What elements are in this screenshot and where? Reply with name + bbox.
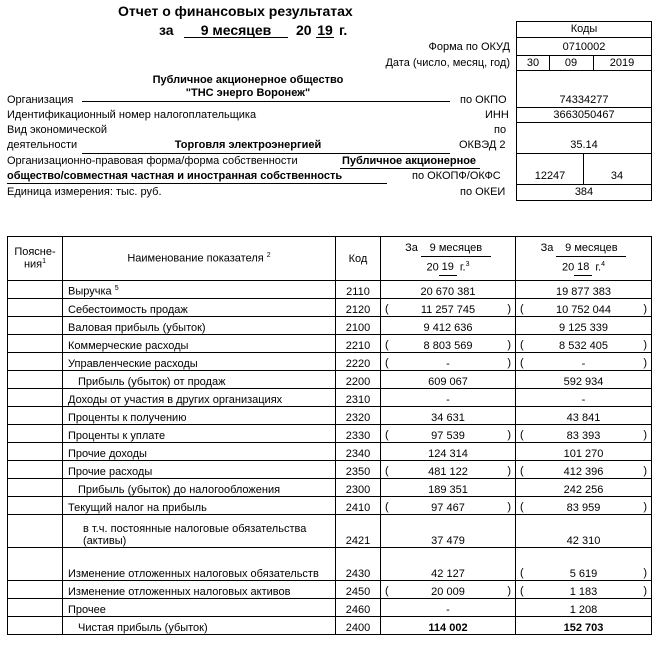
row-name: Прочие доходы — [63, 443, 336, 461]
row-name: Текущий налог на прибыль — [63, 497, 336, 515]
row-value-current: ( ) 20 009 — [381, 581, 516, 599]
row-code: 2110 — [336, 281, 381, 299]
inn-label: Идентификационный номер налогоплательщика — [7, 109, 257, 121]
row-note — [8, 515, 63, 548]
table-row — [8, 581, 652, 599]
row-code: 2310 — [336, 389, 381, 407]
row-value-current: 9 412 636 — [381, 317, 516, 335]
row-value-previous: ( ) 83 959 — [516, 497, 652, 515]
row-code: 2220 — [336, 353, 381, 371]
row-name: Коммерческие расходы — [63, 335, 336, 353]
row-code: 2421 — [336, 515, 381, 548]
row-value-current: - — [381, 599, 516, 617]
activity-label-1: Вид экономической — [7, 124, 108, 136]
row-name: Себестоимость продаж — [63, 299, 336, 317]
table-row — [8, 389, 652, 407]
row-code: 2350 — [336, 461, 381, 479]
row-note — [8, 407, 63, 425]
row-name: Выручка $^5$ — [63, 281, 336, 299]
opf-value-2: общество/совместная частная и иностранная собственность — [7, 170, 343, 182]
okpo-label: по ОКПО — [460, 94, 507, 106]
inn-value: 3663050467 — [553, 109, 615, 121]
row-code: 2100 — [336, 317, 381, 335]
row-value-previous: 43 841 — [516, 407, 652, 425]
row-value-current: 189 351 — [381, 479, 516, 497]
row-value-current: ( ) 97 539 — [381, 425, 516, 443]
row-name: Проценты к получению — [63, 407, 336, 425]
activity-value: Торговля электроэнергией — [174, 139, 322, 151]
col-code-header: Код — [336, 237, 381, 281]
row-value-previous: 42 310 — [516, 515, 652, 548]
row-value-current: 34 631 — [381, 407, 516, 425]
financial-results-table — [7, 236, 652, 635]
row-value-previous: 101 270 — [516, 443, 652, 461]
table-row — [8, 407, 652, 425]
date-label: Дата (число, месяц, год) — [385, 57, 510, 69]
row-note — [8, 299, 63, 317]
okved-label-1: по — [494, 124, 507, 136]
row-value-previous: 592 934 — [516, 371, 652, 389]
table-row — [8, 443, 652, 461]
table-row — [8, 599, 652, 617]
row-value-current: ( ) 8 803 569 — [381, 335, 516, 353]
row-value-previous: 1 208 — [516, 599, 652, 617]
row-value-previous: 9 125 339 — [516, 317, 652, 335]
okpo-value: 74334277 — [559, 94, 609, 106]
row-code: 2450 — [336, 581, 381, 599]
row-code: 2200 — [336, 371, 381, 389]
opf-label: Организационно-правовая форма/форма собственности — [7, 155, 298, 167]
row-value-previous: ( ) - — [516, 353, 652, 371]
row-name: Валовая прибыль (убыток) — [63, 317, 336, 335]
table-row — [8, 317, 652, 335]
row-note — [8, 581, 63, 599]
date-year: 2019 — [609, 57, 635, 69]
okved-label-2: ОКВЭД 2 — [459, 139, 506, 151]
okopf-value: 12247 — [534, 170, 566, 182]
row-note — [8, 389, 63, 407]
table-row — [8, 371, 652, 389]
row-name: Прочее — [63, 599, 336, 617]
report-year-suffix: 19 — [317, 22, 333, 38]
row-value-current: 609 067 — [381, 371, 516, 389]
table-row — [8, 281, 652, 299]
row-note — [8, 371, 63, 389]
report-za: за — [159, 22, 174, 38]
row-value-current: ( ) 11 257 745 — [381, 299, 516, 317]
okei-label: по ОКЕИ — [460, 186, 506, 198]
okud-label: Форма по ОКУД — [428, 41, 510, 53]
row-name: Прибыль (убыток) от продаж — [63, 371, 336, 389]
row-code: 2340 — [336, 443, 381, 461]
okei-value: 384 — [574, 186, 594, 198]
col-current-header: За 9 месяцев 20 19 г.$^3$ — [381, 237, 516, 281]
col-previous-header: За 9 месяцев 20 18 г.$^4$ — [516, 237, 652, 281]
row-note — [8, 548, 63, 581]
row-value-previous: ( ) 412 396 — [516, 461, 652, 479]
row-value-previous: 152 703 — [516, 617, 652, 635]
codes-title: Коды — [570, 23, 598, 35]
row-name: Чистая прибыль (убыток) — [63, 617, 336, 635]
table-row — [8, 353, 652, 371]
inn-code-label: ИНН — [485, 109, 509, 121]
opf-value-1: Публичное акционерное — [342, 155, 477, 167]
row-code: 2400 — [336, 617, 381, 635]
row-value-previous: - — [516, 389, 652, 407]
row-code: 2330 — [336, 425, 381, 443]
row-name: Доходы от участия в других организациях — [63, 389, 336, 407]
row-note — [8, 617, 63, 635]
row-value-previous: ( ) 1 183 — [516, 581, 652, 599]
row-name: Прибыль (убыток) до налогообложения — [63, 479, 336, 497]
row-note — [8, 353, 63, 371]
row-value-previous: ( ) 5 619 — [516, 548, 652, 581]
row-code: 2460 — [336, 599, 381, 617]
okud-value: 0710002 — [562, 41, 606, 53]
table-row — [8, 299, 652, 317]
org-name: "ТНС энерго Воронеж" — [185, 87, 311, 99]
row-value-current: 37 479 — [381, 515, 516, 548]
table-row — [8, 515, 652, 548]
date-day: 30 — [526, 57, 540, 69]
table-row — [8, 617, 652, 635]
row-name: Изменение отложенных налоговых обязательств — [63, 548, 336, 581]
row-note — [8, 443, 63, 461]
row-name: Изменение отложенных налоговых активов — [63, 581, 336, 599]
row-name: Управленческие расходы — [63, 353, 336, 371]
row-value-current: 42 127 — [381, 548, 516, 581]
unit-label: Единица измерения: тыс. руб. — [7, 186, 162, 198]
row-note — [8, 281, 63, 299]
org-form: Публичное акционерное общество — [152, 74, 344, 86]
report-title: Отчет о финансовых результатах — [118, 3, 353, 19]
row-value-current: ( ) 481 122 — [381, 461, 516, 479]
table-row — [8, 497, 652, 515]
row-value-current: ( ) 97 467 — [381, 497, 516, 515]
row-code: 2410 — [336, 497, 381, 515]
table-row — [8, 335, 652, 353]
report-year-end: г. — [339, 22, 348, 38]
row-code: 2300 — [336, 479, 381, 497]
row-code: 2210 — [336, 335, 381, 353]
row-value-current: 114 002 — [381, 617, 516, 635]
table-row — [8, 548, 652, 581]
row-name: Проценты к уплате — [63, 425, 336, 443]
table-row — [8, 425, 652, 443]
row-value-previous: 242 256 — [516, 479, 652, 497]
row-value-current: 20 670 381 — [381, 281, 516, 299]
table-row — [8, 479, 652, 497]
row-note — [8, 425, 63, 443]
row-code: 2120 — [336, 299, 381, 317]
date-month: 09 — [564, 57, 578, 69]
row-note — [8, 599, 63, 617]
row-note — [8, 461, 63, 479]
table-row — [8, 461, 652, 479]
row-note — [8, 479, 63, 497]
okved-value: 35.14 — [570, 139, 598, 151]
report-period: 9 месяцев — [200, 22, 272, 38]
row-name: в т.ч. постоянные налоговые обязательства (активы) — [63, 515, 336, 548]
row-value-previous: ( ) 10 752 044 — [516, 299, 652, 317]
report-year-prefix: 20 — [296, 22, 312, 38]
activity-label-2: деятельности — [7, 139, 78, 151]
row-note — [8, 335, 63, 353]
row-note — [8, 497, 63, 515]
row-value-previous: ( ) 8 532 405 — [516, 335, 652, 353]
okopf-label: по ОКОПФ/ОКФС — [412, 170, 501, 182]
row-value-previous: 19 877 383 — [516, 281, 652, 299]
row-code: 2320 — [336, 407, 381, 425]
row-name: Прочие расходы — [63, 461, 336, 479]
row-value-current: - — [381, 389, 516, 407]
row-value-previous: ( ) 83 393 — [516, 425, 652, 443]
okfs-value: 34 — [610, 170, 624, 182]
org-label: Организация — [7, 94, 74, 106]
row-code: 2430 — [336, 548, 381, 581]
row-note — [8, 317, 63, 335]
col-note-header: Поясне-ния$^1$ — [8, 237, 63, 281]
row-value-current: ( ) - — [381, 353, 516, 371]
col-name-header: Наименование показателя $^2$ — [63, 237, 336, 281]
row-value-current: 124 314 — [381, 443, 516, 461]
